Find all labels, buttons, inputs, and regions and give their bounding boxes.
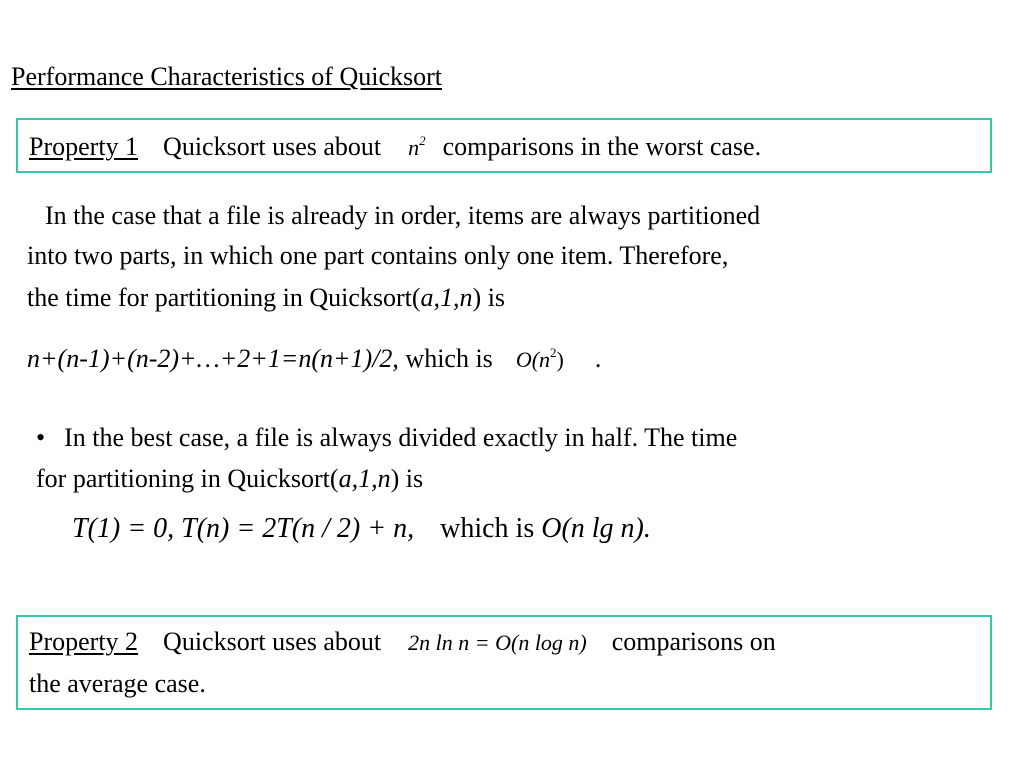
property-1-math-base: n [408, 135, 420, 160]
best-case-complexity: O(n lg n). [541, 513, 651, 544]
property-1-text-after: comparisons in the worst case. [442, 132, 762, 161]
best-case-line-2-args: a,1,n [338, 464, 391, 493]
property-2-text-before: Quicksort uses about [163, 627, 382, 656]
best-case-recurrence-line [72, 513, 651, 545]
property-2-math: 2n ln n = O(n log n) [408, 630, 587, 655]
best-case-line-2-suffix: ) is [390, 464, 424, 493]
property-2-line-1 [29, 622, 776, 663]
worst-case-big-o-exp: 2 [550, 345, 557, 360]
worst-case-big-o [516, 347, 564, 372]
property-1-math-exp: 2 [419, 133, 426, 148]
property-2-line-2: the average case. [29, 669, 206, 698]
property-1-line [29, 127, 761, 168]
worst-case-line-1: In the case that a file is already in order, items are always partitioned [45, 201, 761, 230]
property-1-label: Property 1 [29, 132, 139, 161]
worst-case-sum-line [27, 339, 601, 380]
worst-case-line-3-args: a,1,n [420, 283, 473, 312]
worst-case-end-dot: . [594, 344, 602, 373]
property-1-math [408, 135, 426, 160]
best-case-line-2 [36, 459, 423, 499]
best-case-line-2-prefix: for partitioning in Quicksort( [36, 464, 339, 493]
worst-case-line-2: into two parts, in which one part contains only one item. Therefore, [27, 241, 729, 270]
worst-case-which-is: , which is [392, 344, 493, 373]
worst-case-line-3 [27, 278, 505, 318]
best-case-line-1-text: In the best case, a file is always divided exactly in half. The time [64, 423, 738, 452]
best-case-recurrence: T(1) = 0, T(n) = 2T(n / 2) + n, [72, 513, 415, 544]
bullet-icon: • [36, 423, 46, 452]
worst-case-big-o-prefix: O(n [515, 347, 551, 372]
best-case-which-is: which is [440, 513, 535, 544]
worst-case-line-3-suffix: ) is [472, 283, 506, 312]
page-title: Performance Characteristics of Quicksort [11, 62, 443, 91]
best-case-line-1 [36, 418, 737, 458]
worst-case-sum-expression: n+(n-1)+(n-2)+…+2+1=n(n+1)/2 [27, 344, 393, 373]
property-1-text-before: Quicksort uses about [163, 132, 382, 161]
property-2-text-after: comparisons on [611, 627, 776, 656]
worst-case-big-o-suffix: ) [556, 347, 564, 372]
property-2-label: Property 2 [29, 627, 139, 656]
worst-case-line-3-prefix: the time for partitioning in Quicksort( [27, 283, 421, 312]
